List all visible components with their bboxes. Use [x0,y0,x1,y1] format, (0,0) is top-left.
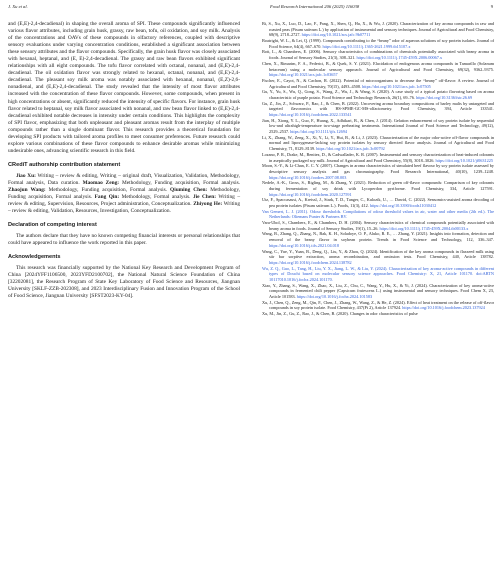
doi-link[interactable]: https://doi.org/10.1021/jf0631225 [435,157,494,163]
doi-link[interactable]: https://doi.org/10.3390/foods11030412 [369,203,437,208]
reference-item: Van Gemert, L. J. (2011). Odour thresholds. Compilations of odour threshold values in air, water and other media (2th ed.). The Netherlands: Oliemans Punter & Partners BV. [262,208,494,220]
doi-link[interactable]: https://doi.org/10.1016/j.foodchem.2022.133541 [269,112,352,117]
page-number: 9 [490,4,493,9]
reference-item: Xiao, Y., Zhang, S., Wang, X., Zhao, X., Liu, Z., Chu, C., Wang, Y., Hu, X., & Yi, J. (2024). Characterization of key aroma-active compounds in fermented chili pepper (Capsicum frutescens L.) using instrumental and sensory techniques. Food Chem X, 23, Article 101583. https://doi.org/10.1016/j.fochx.2024.101583 [262,282,494,299]
doi-link[interactable]: https://doi.org/10.1016/j.fochx.2024.101583 [296,294,373,299]
reference-item: Bott, L., & Chambers, E. (2006). Sensory characteristics of combinations of chemicals potentially associated with beany aroma in foods. Journal of Sensory Studies, 21(3), 308–321. https://doi.org/10.1111/j.1745-459X.2006.00067.x [262,49,494,61]
page-header [8,4,493,13]
reference-item: Jian, H., Xiong, Y. L., Guo, F., Huang, X., Adhikari, B., & Chen, J. (2014). Gelation enhancement of soy protein isolate by sequential low-and ultrahigh-temperature two-stage preheating treatments. International Journal of Food Science and Technology, 49(12), 2529–2537. https://doi.org/10.1111/ijfs.12694 [262,117,494,135]
reference-item: Li, X., Zhang, W., Zeng, X., Xi, Y., Li, Y., Hui, B., & Li, J. (2023). Characterization of the major odor-active off-flavor compounds in normal and lipoxygenase-lacking soy protein isolates by sensory directed flavor analysis. Journal of Agricultural and Food Chemistry, 71, 8129–8139. https://doi.org/10.1021/acs.jafc.3c00792 [262,134,494,152]
reference-item: Vara-Ubol, S., Chambers, E., & Chambers, D. H. (2004). Sensory characteristics of chemical compounds potentially associated with beany aroma in foods. Journal of Sensory Studies, 19(1), 15–26. https://doi.org/10.1111/j.1745-459X.2004.tb00133.x [262,220,494,231]
reference-item: Lozano, P. R., Drake, M., Benitez, D., & Cadwallader, K. R. (2007). Instrumental and sensory characterization of heat-induced odorants in aseptically packaged soy milk. Journal of Agricultural and Food Chemistry, 55(8), 3018–3026. https://doi.org/10.1021/jf0631225 [262,151,494,163]
competing-interest-text: The authors declare that they have no known competing financial interests or personal relationships that could have appeared to influence the work reported in this paper. [8,233,240,247]
reference-item: Wang, C., Yue, Y., Yuan, B., Deng, Q., Liu, Y., & Zhou, Q. (2024). Identification of the key aroma compounds in flaxseed milk using stir bar sorptive extraction, aroma recombination, and omission tests. Food Chemistry, 440, Article 138782. https://doi.org/10.1016/j.foodchem.2024.138782 [262,248,494,265]
doi-link[interactable]: https://doi.org/10.1111/j.1745-459X.2004.tb00133.x [379,225,469,231]
doi-link[interactable]: https://doi.org/10.1021/acs.jafc.3c00792 [316,146,385,152]
doi-link[interactable]: https://doi.org/10.1016/j.foodchem.2023.137924 [402,305,485,311]
author-name: Maomao Zeng: [82,179,120,186]
reference-item: Wu, Z. Q., Guo, L., Tang, H., Liu, Y. X., Jiang, L. W., & Liu, Y. (2024). Characterization of key aroma-active compounds in different types of Douchi based on molecular sensory science approaches. Food Chemistry: X, 21, Article 101170. doi:ARTN 10117010.1016/j.fochx.2024.101170. [262,265,494,282]
reference-item: Boatright, W. L., & Lei, Q. (1999). Compounds contributing to the “beany” odor of aqueous solutions of soy protein isolates. Journal of Food Science, 64(4), 667–670. https://doi.org/10.1111/j.1365-2621.1999.tb15107.x [262,38,494,49]
reference-item: Nedele, A.-K., Gross, S., Rigling, M., & Zhang, Y. (2021). Reduction of green off-flavor compounds: Comparison of key odorants during fermentation of soy drink with Lycoperdon pyriforme. Food Chemistry, 334, Article 127591. https://doi.org/10.1016/j.foodchem.2020.127591 [262,180,494,197]
references-column [262,21,494,317]
doi-link[interactable]: https://doi.org/10.1021/acs.jafc.9b07711 [301,32,371,38]
author-name: Jiao Xu: [16,172,36,179]
reference-item: Wang, B., Zhang, Q., Zhang, N., Bak, K. H., Soladoye, O. P., Aluko, R. E., … Zhang, Y. (2021). Insights into formation, detection and removal of the beany flavor in soybean protein. Trends in Food Science and Technology, 112, 336–347. https://doi.org/10.1016/j.tifs.2021.04.018 [262,231,494,248]
credit-statement: Jiao Xu: Writing – review & editing, Writing – original draft, Visualization, Validation, Methodology, Formal analysis, Data curation. Maomao Zeng: Methodology, Funding acquisition, Formal analysis. Zhaojun Wang: Methodology, Funding acquisition, Formal analysis. Qiuming Chen: Methodology, Funding acquisition, Formal analysis. Fang Qin: Methodology, Formal analysis. Jie Chen: Writing – review & editing, Supervision, Resources, Project administration, Conceptualization. Zhiyong He: Writing – review & editing, Validation, Resources, Investigation, Conceptualization. [8,172,241,215]
acknowledgements-text: This research was financially supported by the National Key Research and Development Program of China [2024YFF1106500, 2023YFD2100702], the National Natural Science Foundation of China [32202081], the Research Program of State Key Laboratory of Food Science and Resources, Jiangnan University [SKLF-ZZB-202308], and 2023 Interdisciplinary Fusion and Innovation Program of the School of Food Science, Jiangnan University [SFST2023-KY-04]. [8,265,240,300]
doi-link[interactable]: https://doi.org/10.1111/ijfs.12694 [290,129,347,135]
reference-item: Gu, Y., Yu, S., Wu, Q., Gong, S., Wang, Z., Wu, J., & Wang, S. (2020). A case study of a typical potato flavoring based on aroma characteristic of purple potato. Food Science and Technology Research, 26(1), 69–76. https://doi.org/10.3136/fstr.26.69 [262,89,494,100]
reference-item: Moon, S.-Y., & Li-Chan, E. C. Y. (2007). Changes in aroma characteristics of simulated beef flavour by soy protein isolate assessed by descriptive sensory analysis and gas chromatography. Food Research International, 40(10), 1239–1248. https://doi.org/10.1016/j.foodres.2007.08.003 [262,163,494,180]
reference-item: Xu, J., Chen, Q., Zeng, M., Qin, F., Chen, J., Zhang, W., Wang, Z., & He, Z. (2024). Effect of heat treatment on the release of off-flavor compounds in soy protein isolate. Food Chemistry, 437(Pt 2), Article 137924. https://doi.org/10.1016/j.foodchem.2023.137924 [262,299,494,311]
author-name: Jie Chen: [193,194,216,201]
doi-link[interactable]: https://doi.org/10.3136/fstr.26.69 [416,94,473,100]
doi-link[interactable]: https://doi.org/10.1016/j.foodchem.2024.138782 [269,259,352,265]
author-name: Zhiyong He: [193,201,223,208]
reference-item: Utz, F., Spaccasassi, A., Kreissl, J., Stark, T. D., Tanger, C., Kulozik, U., … Dawid, C. (2022). Sensomics-assisted aroma decoding of pea protein isolates (Pisum sativum L.). Foods, 11(3), 412. https://doi.org/10.3390/foods11030412 [262,197,494,208]
doi-link[interactable]: https://doi.org/10.1016/j.tifs.2021.04.018 [269,242,340,248]
author-name: Zhaojun Wang: [8,186,46,193]
doi-link[interactable]: https://doi.org/10.1021/acs.jafc.1c07505 [362,83,431,89]
doi-link[interactable]: https://doi.org/10.1111/j.1365-2621.1999.tb15107.x [322,43,411,49]
competing-interest-heading: Declaration of competing interest [8,222,97,229]
reference-item: Chen, X., Rimarim, F. A., Federici, B., & Quek, S. Y. (2021). Elucidation of endogenous aroma compounds in Tamarillo (Solanum betaceum) using a molecular sensory approach. Journal of Agricultural and Food Chemistry, 69(32), 9362–9375. https://doi.org/10.1021/acs.jafc.1c03657 [262,60,494,78]
left-column [8,21,240,301]
conclusion-paragraph: and (E,E)-2,4-decadienal) in shaping the overall aroma of SPI. These compounds significantly influenced various flavor attributes, including grain husk, grassy, raw bean, tofu, oil oxidation, and soy milk. Analysis of the concentrations and OAVs of these compounds in olfactory references, coupled with descriptive sensory evaluations under varying concentration conditions, established a significant association between these sensory attributes and the flavor compounds. Specifically, the grain husk flavor was closely associated with hexanal, heptanal, and (E, E)-2,4-decadienal. The grassy and raw bean flavors exhibited significant relationships with all eight compounds. The tofu flavor correlated with octanal, nonanal, and (E,E)-2,4-decadienal. The oil oxidation flavor was strongly related to hexanal, octanal, nonanal, and (E,E)-2,4-decadienal. The pleasant soy milk aroma was notably associated with hexanal, nonanal, (E,Z)-2,6-nonadienal, and (E,E)-2,4-decadienal. The study revealed that the intensity of most flavor attributes increased with the concentration of these flavor compounds. However, some compounds, when present in high concentrations or absent, significantly reduced the intensity of specific flavors. For instance, grain husk flavor related to heptanal, soy milk flavor associated with nonanal, and raw bean flavor linked to (E,E)-2,4-decadienal exhibited notable decreases in intensity under certain conditions. This highlights the complexity of SPI flavor, emphasizing that both unpleasant and pleasant aromas result from the interplay of multiple compounds rather than a single dominant flavor. This research provides a theoretical foundation for developing SPI products with tailored aroma profiles to meet consumer preferences. Future research could explore various combinations of these flavor compounds to enhance desirable aromas while minimizing undesirable ones, advancing scientific research in this field. [8,21,240,154]
doi-link[interactable]: https://doi.org/10.1111/j.1745-459X.2006.00067.x [356,55,443,61]
reference-item: Xu, M., Jin, Z., Gu, Z., Rao, J., & Chen, B. (2020). Changes in odor characteristics of pulse [262,311,418,317]
doi-link[interactable]: https://doi.org/10.1021/acs.jafc.1c03657 [269,72,338,78]
doi-link[interactable]: https://doi.org/10.1016/j.foodchem.2020.127591 [269,191,352,197]
running-authors: J. Xu et al. [8,4,28,9]
author-name: Qiuming Chen: [170,186,208,193]
reference-item: Bi, S., Xu, X., Luo, D., Lao, F., Pang, X., Shen, Q., Hu, X., & Wu, J. (2020). Characterization of key aroma compounds in raw and roasted peas (Pisum sativum L.) by application of instrumental and sensory techniques. Journal of Agricultural and Food Chemistry, 68(9), 2718–2727. https://doi.org/10.1021/acs.jafc.9b07711 [262,21,494,38]
doi-link[interactable]: https://doi.org/10.1016/j.foodres.2007.08.003 [269,174,347,180]
reference-item: Fischer, E., Cayot, N., & Cachon, R. (2022). Potential of microorganisms to decrease the “beany” off-flavor: A review. Journal of Agricultural and Food Chemistry, 70(15), 4493–4508. https://doi.org/10.1021/acs.jafc.1c07505 [262,77,494,89]
credit-heading: CRediT authorship contribution statement [8,161,121,168]
doi-link[interactable]: doi:ARTN 10117010.1016/j.fochx.2024.101170. [269,271,494,282]
author-name: Fang Qin: [94,194,120,201]
acknowledgements-heading: Acknowledgements [8,254,61,261]
running-journal: Food Research International 206 (2025) 116038 [270,4,360,9]
reference-item: Gu, Z., Jin, Z., Schwarz, P., Rao, J., & Chen, B. (2022). Uncovering aroma boundary compositions of barley malts by untargeted and targeted flavoromics with HS-SPME-GC-MS-olfactometry. Food Chemistry, 394, Article 133541. https://doi.org/10.1016/j.foodchem.2022.133541 [262,100,494,117]
